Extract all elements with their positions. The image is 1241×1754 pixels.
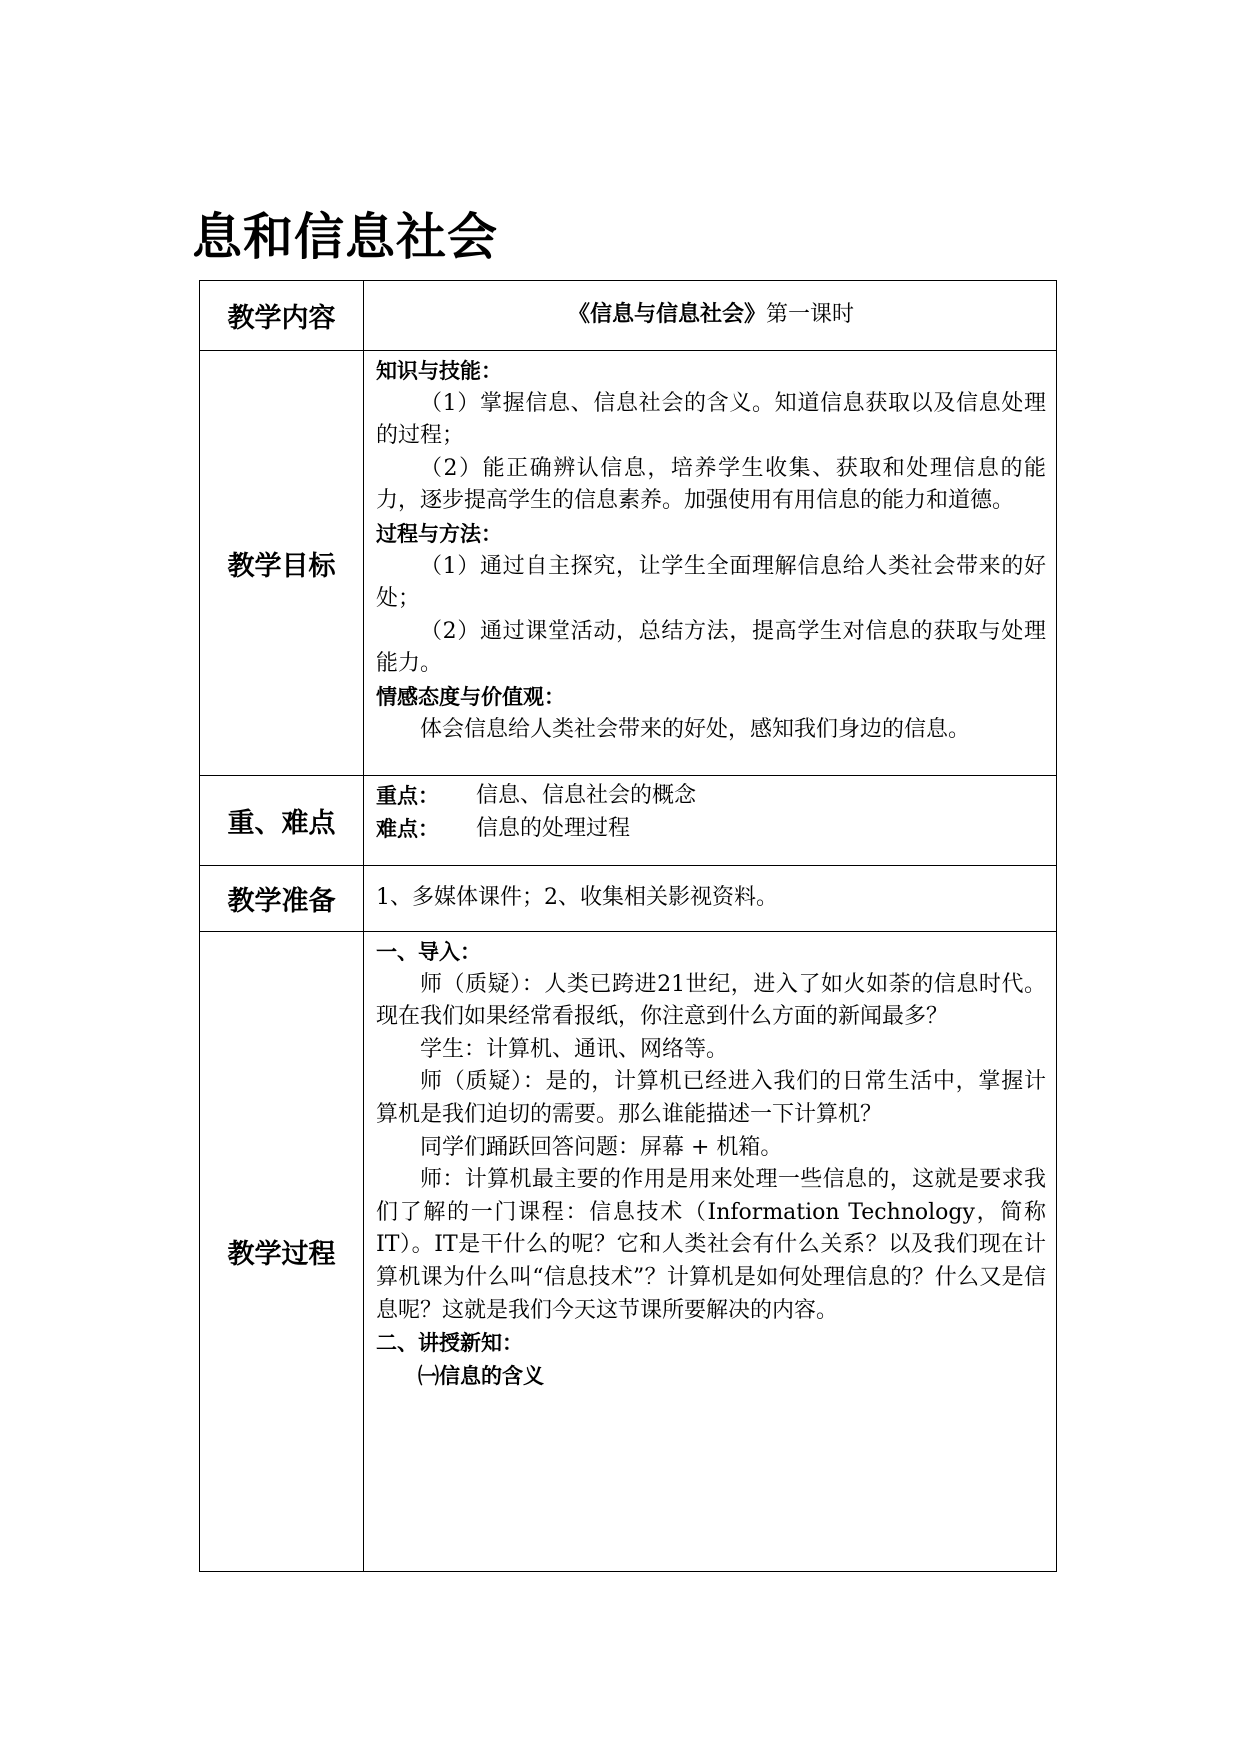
objective-paragraph: （1）掌握信息、信息社会的含义。知道信息获取以及信息处理的过程； — [376, 390, 1046, 449]
difficult-point-item — [376, 813, 1046, 846]
process-paragraph: 学生：计算机、通讯、网络等。 — [420, 1036, 729, 1062]
label-teaching-objectives: 教学目标 — [200, 351, 364, 776]
objective-heading-values: 情感态度与价值观： — [376, 684, 565, 709]
book-title: 《信息与信息社会》 — [567, 302, 766, 328]
label-key-points: 重、难点 — [200, 776, 364, 866]
label-teaching-process: 教学过程 — [200, 932, 364, 1572]
row-teaching-objectives — [200, 351, 1057, 776]
row-teaching-content — [200, 281, 1057, 351]
label-teaching-content: 教学内容 — [200, 281, 364, 351]
objective-paragraph: （2）能正确辨认信息，培养学生收集、获取和处理信息的能力，逐步提高学生的信息素养。加强使用有用信息的能力和道德。 — [376, 455, 1046, 514]
cell-teaching-process — [364, 932, 1057, 1572]
difficult-point-value: 信息的处理过程 — [476, 815, 631, 841]
objective-paragraph: （1）通过自主探究，让学生全面理解信息给人类社会带来的好处； — [376, 553, 1046, 612]
row-teaching-preparation — [200, 866, 1057, 932]
preparation-text: 1、多媒体课件；2、收集相关影视资料。 — [376, 885, 778, 911]
page-title: 息和信息社会 — [192, 208, 498, 266]
process-subheading: ㈠信息的含义 — [418, 1363, 544, 1388]
cell-teaching-objectives — [364, 351, 1057, 776]
process-paragraph: 师（质疑）：是的，计算机已经进入我们的日常生活中，掌握计算机是我们迫切的需要。那么谁能描述一下计算机？ — [376, 1069, 1046, 1127]
key-point-item — [376, 780, 1046, 813]
cell-key-points — [364, 776, 1057, 866]
process-paragraph: 同学们踊跃回答问题：屏幕 + 机箱。 — [420, 1134, 783, 1160]
process-paragraph: 师（质疑）：人类已跨进21世纪，进入了如火如荼的信息时代。现在我们如果经常看报纸，你注意到什么方面的新闻最多？ — [376, 971, 1046, 1030]
row-key-points — [200, 776, 1057, 866]
process-heading-new-knowledge: 二、讲授新知： — [376, 1331, 523, 1356]
row-teaching-process — [200, 932, 1057, 1572]
objective-heading-process: 过程与方法： — [376, 521, 502, 546]
lesson-number: 第一课时 — [766, 302, 855, 328]
process-heading-intro: 一、导入： — [376, 940, 481, 964]
difficult-point-key: 难点： — [376, 816, 439, 841]
key-point-value: 信息、信息社会的概念 — [476, 783, 697, 808]
cell-teaching-content — [364, 281, 1057, 351]
objective-paragraph: （2）通过课堂活动，总结方法，提高学生对信息的获取与处理能力。 — [376, 618, 1046, 677]
key-point-key: 重点： — [376, 784, 439, 808]
cell-teaching-preparation — [364, 866, 1057, 932]
lesson-plan-table — [199, 280, 1057, 1572]
process-paragraph: 师：计算机最主要的作用是用来处理一些信息的，这就是要求我们了解的一门课程：信息技术（Information Technology，简称IT）。IT是干什么的呢？它和人类社会有什么关系？以及我们现在计算机课为什么叫“信息技术”？计算机是如何处理信息的？什么又是信息呢？这就是我们今天这节课所要解决的内容。 — [376, 1167, 1046, 1323]
objective-heading-knowledge: 知识与技能： — [376, 359, 502, 383]
label-teaching-preparation: 教学准备 — [200, 866, 364, 932]
objective-paragraph: 体会信息给人类社会带来的好处，感知我们身边的信息。 — [420, 716, 971, 742]
